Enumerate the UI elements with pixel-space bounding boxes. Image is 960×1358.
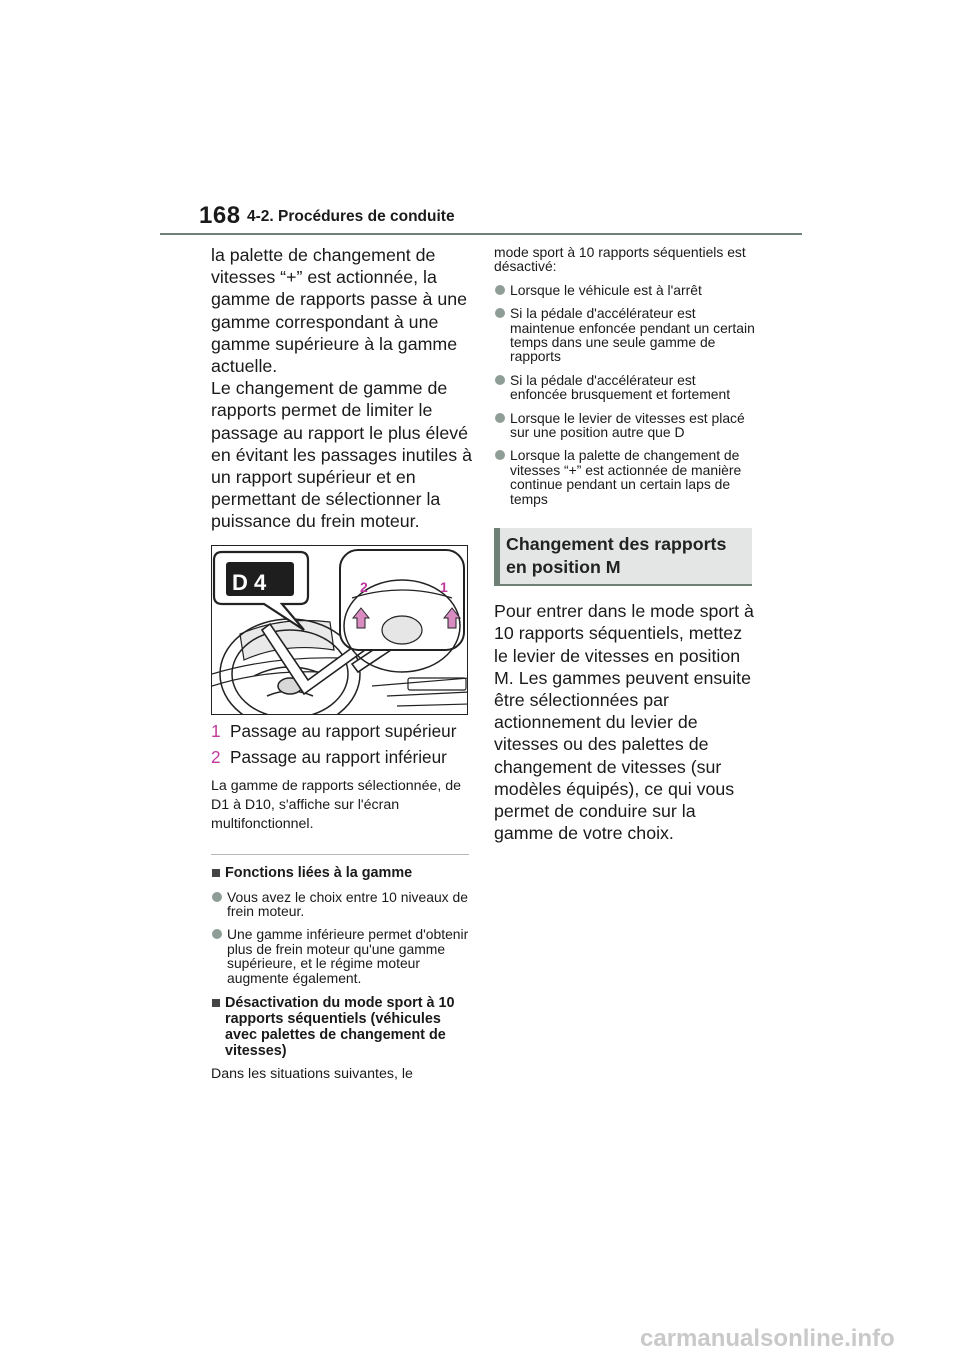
bullet-text: Lorsque le levier de vitesses est placé sur une position autre que D [510, 409, 745, 441]
item-text: Passage au rapport supérieur [230, 720, 457, 741]
right-column [494, 245, 756, 844]
bullet-icon [495, 413, 505, 423]
list-item [494, 306, 756, 364]
heading-underline [494, 584, 752, 586]
intro-paragraph: la palette de changement de vitesses “+” est actionnée, la gamme de rapports passe à une gamme correspondant à une gamme supérieure à la gamme actuelle. [211, 245, 468, 377]
bullet-text: Si la pédale d'accélérateur est enfoncée brusquement et fortement [510, 371, 731, 403]
list-item [211, 890, 473, 919]
continuation-text: mode sport à 10 rapports séquentiels est désactivé: [494, 244, 746, 275]
callout-2: 2 [360, 578, 368, 595]
heading-accent-bar [494, 528, 500, 584]
left-column [211, 244, 473, 1084]
bullet-icon [495, 285, 505, 295]
list-item [494, 411, 756, 440]
list-item [211, 747, 473, 769]
bullet-icon [212, 892, 222, 902]
square-bullet-icon [212, 869, 220, 877]
list-item [211, 721, 473, 743]
numbered-list [211, 721, 473, 769]
subheading-text: Désactivation du mode sport à 10 rapports séquentiels (véhicules avec palettes de changement de vitesses) [225, 995, 455, 1060]
section-title: 4-2. Procédures de conduite [247, 208, 455, 225]
section-heading-box [494, 528, 752, 584]
trailing-text: Dans les situations suivantes, le [211, 1066, 413, 1083]
bullet-text: Lorsque le véhicule est à l'arrêt [510, 281, 702, 298]
page-number: 168 [199, 202, 241, 229]
item-number: 1 [211, 720, 221, 741]
item-number: 2 [211, 747, 221, 768]
second-paragraph: Le changement de gamme de rapports permet de limiter le passage au rapport le plus élevé en évitant les passages inutiles à un rapport supérieur et en permettant de sélectionner la puissance du frein moteur. [211, 378, 472, 532]
list-item [211, 927, 473, 985]
list-item [494, 448, 756, 506]
callout-1: 1 [440, 578, 448, 595]
bullet-icon [495, 375, 505, 385]
bullet-icon [495, 308, 505, 318]
bullet-icon [495, 450, 505, 460]
subheading [211, 995, 473, 1059]
display-readout: D 4 [232, 569, 267, 595]
bullet-text: Une gamme inférieure permet d'obtenir plus de frein moteur qu'une gamme supérieure, et le régime moteur augmente également. [227, 926, 469, 986]
item-text: Passage au rapport inférieur [230, 747, 447, 768]
list-item [494, 283, 756, 297]
list-item [494, 373, 756, 402]
section-divider [211, 854, 469, 855]
steering-wheel-illustration [211, 545, 468, 715]
bullet-icon [212, 929, 222, 939]
bullet-text: Lorsque la palette de changement de vitesses “+” est actionnée de manière continue pendant un certain laps de temps [510, 447, 742, 507]
square-bullet-icon [212, 999, 220, 1007]
subheading [211, 865, 473, 881]
watermark: carmanualsonline.info [640, 1325, 895, 1352]
bullet-text: Vous avez le choix entre 10 niveaux de frein moteur. [227, 888, 468, 920]
display-note: La gamme de rapports sélectionnée, de D1 à D10, s'affiche sur l'écran multifonctionnel. [211, 777, 462, 832]
m-position-paragraph: Pour entrer dans le mode sport à 10 rapports séquentiels, mettez le levier de vitesses en position M. Les gammes peuvent ensuite être sélectionnées par actionnement du levier de vitesses ou des palettes de changement de vitesses (sur modèles équipés), ce qui vous permet de conduire sur la gamme de votre choix. [494, 601, 754, 844]
bullet-text: Si la pédale d'accélérateur est maintenue enfoncée pendant un certain temps dans une seule gamme de rapports [510, 305, 755, 365]
header-rule [160, 233, 802, 235]
section-heading: Changement des rapports en position M [506, 534, 727, 578]
subheading-text: Fonctions liées à la gamme [225, 864, 413, 881]
